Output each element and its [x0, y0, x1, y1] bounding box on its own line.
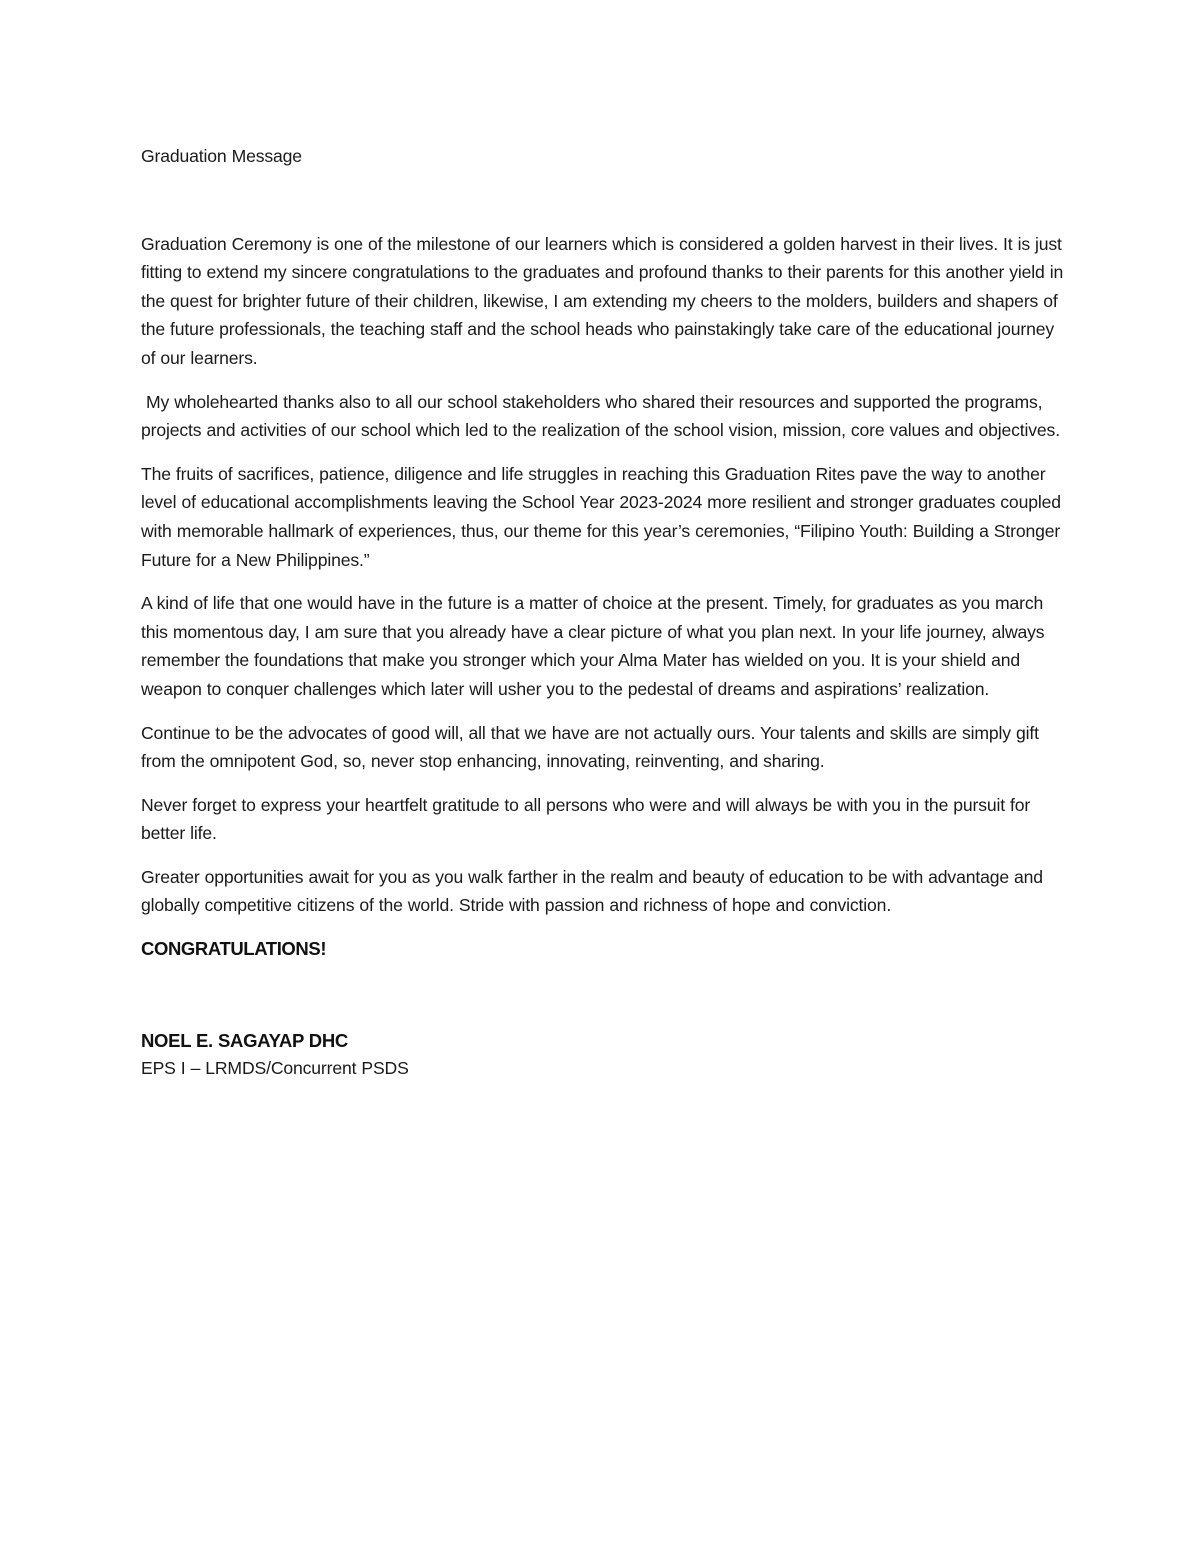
- document-title: Graduation Message: [141, 146, 302, 166]
- paragraph-good-will: Continue to be the advocates of good will, all that we have are not actually ours. Your talents and skills are simply gift from the omnipotent God, so, never stop enhancing, innovating, reinventing, and sharing.: [141, 722, 1039, 772]
- document-body: [141, 142, 1066, 1081]
- closing-congratulations: CONGRATULATIONS!: [141, 938, 327, 960]
- paragraph-opportunities: Greater opportunities await for you as you walk farther in the realm and beauty of education to be with advantage and globally competitive citizens of the world. Stride with passion and richness of hope and conviction.: [141, 866, 1043, 916]
- signatory-name: NOEL E. SAGAYAP DHC: [141, 1029, 348, 1051]
- paragraph-stakeholders-thanks: My wholehearted thanks also to all our school stakeholders who shared their resources and supported the programs, projects and activities of our school which led to the realization of the school vision, mission, core values and objectives.: [141, 391, 1060, 441]
- paragraph-theme: The fruits of sacrifices, patience, diligence and life struggles in reaching this Graduation Rites pave the way to another level of educational accomplishments leaving the School Year 2023-2024 more resilient and stronger graduates coupled with memorable hallmark of experiences, thus, our theme for this year’s ceremonies, “Filipino Youth: Building a Stronger Future for a New Philippines.”: [141, 463, 1061, 570]
- paragraph-intro: Graduation Ceremony is one of the milestone of our learners which is considered a golden harvest in their lives. It is just fitting to extend my sincere congratulations to the graduates and profound thanks to their parents for this another yield in the quest for brighter future of their children, likewise, I am extending my cheers to the molders, builders and shapers of the future professionals, the teaching staff and the school heads who painstakingly take care of the educational journey of our learners.: [141, 233, 1064, 368]
- signatory-position: EPS I – LRMDS/Concurrent PSDS: [141, 1058, 409, 1079]
- paragraph-future-choice: A kind of life that one would have in the future is a matter of choice at the present. Timely, for graduates as you march this momentous day, I am sure that you already have a clear picture of what you plan next. In your life journey, always remember the foundations that make you stronger which your Alma Mater has wielded on you. It is your shield and weapon to conquer challenges which later will usher you to the pedestal of dreams and aspirations’ realization.: [141, 593, 1045, 699]
- paragraph-gratitude: Never forget to express your heartfelt gratitude to all persons who were and will always be with you in the pursuit for better life.: [141, 794, 1031, 844]
